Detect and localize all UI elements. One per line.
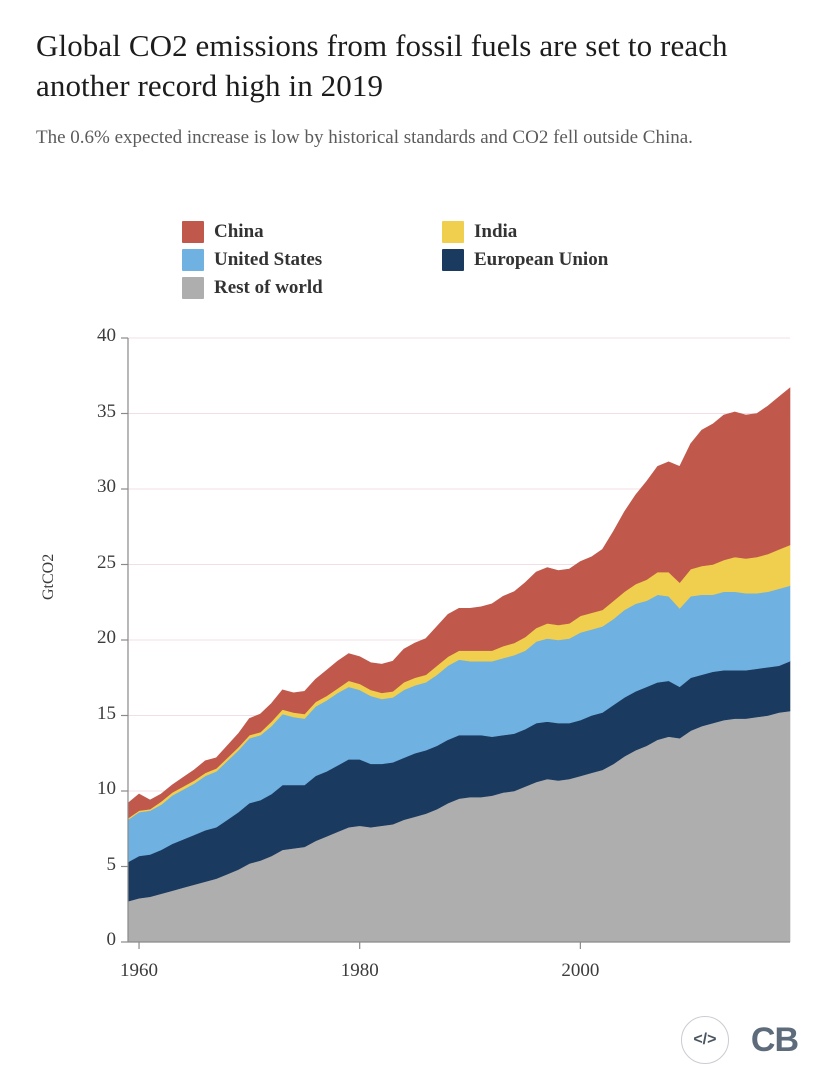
carbon-brief-logo: CB [750,1020,798,1059]
y-tick-label: 25 [97,551,116,573]
y-tick-label: 15 [97,702,116,724]
y-tick-label: 10 [97,778,116,799]
page-title: Global CO2 emissions from fossil fuels are set to reach another record high in 2019 [36,28,728,103]
footer-branding [681,1016,798,1064]
x-tick-label: 1960 [120,960,159,981]
y-tick-label: 5 [106,853,116,875]
y-tick-label: 20 [97,627,116,648]
page-subtitle: The 0.6% expected increase is low by historical standards and CO2 fell outside China. [36,127,693,148]
legend-label-china: China [214,221,264,242]
x-tick-label: 2000 [561,960,600,981]
y-tick-label: 30 [97,476,116,497]
legend-label-united-states: United States [214,249,323,270]
x-tick-label: 1980 [340,960,379,981]
legend-label-rest-of-world: Rest of world [214,277,323,298]
legend-label-india: India [474,221,518,242]
y-tick-label: 35 [97,400,116,422]
y-tick-label: 0 [106,929,116,950]
y-tick-label: 40 [97,325,116,346]
y-axis-label: GtCO2 [40,553,57,600]
legend-label-european-union: European Union [474,249,609,270]
embed-code-icon[interactable]: </> [681,1016,729,1064]
